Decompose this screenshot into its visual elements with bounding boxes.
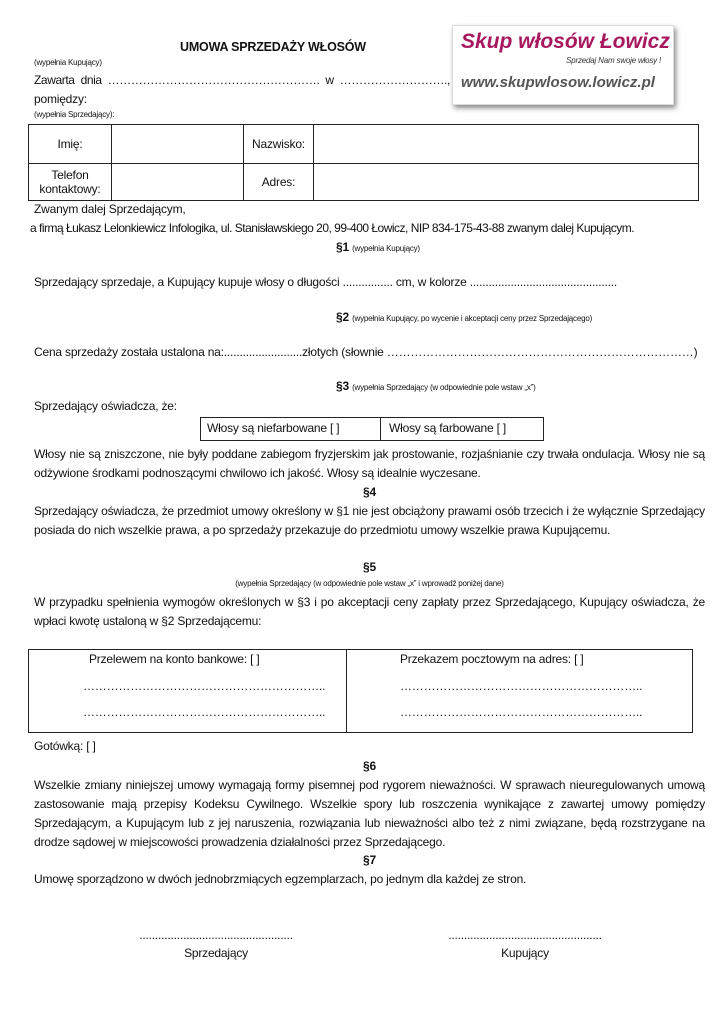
logo-slogan: Sprzedaj Nam swoje włosy ! bbox=[566, 56, 661, 65]
s3-text: Włosy nie są zniszczone, nie były poddane zabiegom fryzjerskim jak prostowanie, rozjaśnianie czy trwała ondulacja. Włosy nie są odżywione środkami podnoszącymi chwilowo ich jakość. Włosy są idealnie wyczesane. bbox=[34, 447, 705, 480]
bank-account-line-1[interactable]: …………………………………………………….. bbox=[83, 679, 326, 693]
phone-field[interactable] bbox=[112, 164, 244, 201]
s3-heading: §3 bbox=[336, 379, 349, 393]
s1-heading: §1 bbox=[336, 240, 349, 254]
s1-text[interactable]: Sprzedający sprzedaje, a Kupujący kupuje włosy o długości ................ cm, w kolorze ............................................... bbox=[34, 275, 618, 289]
option-cash[interactable]: Gotówką: [ ] bbox=[34, 739, 96, 753]
option-bank-transfer[interactable]: Przelewem na konto bankowe: [ ] bbox=[89, 652, 260, 666]
seller-signature-label: Sprzedający bbox=[184, 946, 248, 960]
bank-account-line-2[interactable]: …………………………………………………….. bbox=[83, 705, 326, 719]
address-label: Adres: bbox=[244, 164, 314, 201]
s2-note: (wypełnia Kupujący, po wycenie i akceptacji ceny przez Sprzedającego) bbox=[352, 314, 593, 323]
postal-address-line-1[interactable]: …………………………………………………….. bbox=[400, 679, 643, 693]
buyer-signature-line[interactable]: ................................................. bbox=[448, 928, 602, 942]
s4-text: Sprzedający oświadcza, że przedmiot umowy określony w §1 nie jest obciążony prawami osób trzecich i że wyłącznie Sprzedający posiada do nich wszelkie prawa, a po sprzedaży przekazuje do przedmiotu umowy wszelkie prawa Kupującemu. bbox=[34, 504, 705, 537]
seller-data-table bbox=[28, 124, 699, 201]
dye-options bbox=[200, 417, 544, 441]
date-label: dnia bbox=[80, 73, 102, 87]
note-buyer: (wypełnia Kupujący) bbox=[34, 58, 102, 67]
called-seller: Zwanym dalej Sprzedającym, bbox=[34, 202, 186, 216]
phone-label: Telefon kontaktowy: bbox=[29, 164, 112, 201]
s5-text: W przypadku spełnienia wymogów określonych w §3 i po akceptacji ceny zapłaty przez Sprzedającego, Kupujący oświadcza, że wpłaci kwotę ustaloną w §2 Sprzedającemu: bbox=[34, 595, 705, 628]
option-dyed[interactable]: Włosy są farbowane [ ] bbox=[389, 421, 506, 435]
option-undyed[interactable]: Włosy są niefarbowane [ ] bbox=[207, 421, 340, 435]
s4-heading: §4 bbox=[363, 485, 376, 499]
postal-address-line-2[interactable]: …………………………………………………….. bbox=[400, 705, 643, 719]
s3-note: (wypełnia Sprzedający (w odpowiednie pole wstaw „x”) bbox=[352, 383, 536, 392]
s7-heading: §7 bbox=[363, 853, 376, 867]
company-info: a firmą Łukasz Lelonkiewicz Infologika, ul. Stanisławskiego 20, 99-400 Łowicz, NIP 834-175-43-88 zwanym dalej Kupującym. bbox=[30, 221, 635, 235]
place-label: w bbox=[325, 73, 334, 87]
date-field[interactable]: ………………………………………………. bbox=[107, 73, 320, 87]
s6-heading: §6 bbox=[363, 759, 376, 773]
logo bbox=[452, 25, 674, 105]
note-seller: (wypełnia Sprzedający): bbox=[34, 110, 115, 119]
s5-heading: §5 bbox=[363, 560, 376, 574]
place-field[interactable]: ………………………., bbox=[339, 73, 450, 87]
last-name-field[interactable] bbox=[314, 125, 699, 164]
logo-url: www.skupwlosow.lowicz.pl bbox=[461, 74, 655, 91]
address-field[interactable] bbox=[314, 164, 699, 201]
first-name-label: Imię: bbox=[29, 125, 112, 164]
last-name-label: Nazwisko: bbox=[244, 125, 314, 164]
concluded-line bbox=[34, 73, 450, 87]
buyer-signature-label: Kupujący bbox=[501, 946, 549, 960]
s7-text: Umowę sporządzono w dwóch jednobrzmiących egzemplarzach, po jednym dla każdej ze stron. bbox=[34, 872, 527, 886]
s3-declares: Sprzedający oświadcza, że: bbox=[34, 399, 177, 413]
first-name-field[interactable] bbox=[112, 125, 244, 164]
s1-note: (wypełnia Kupujący) bbox=[352, 244, 420, 253]
s2-text[interactable]: Cena sprzedaży została ustalona na:.........................złotych (słownie ……………………………………………………………………) bbox=[34, 345, 698, 359]
payment-options bbox=[28, 649, 693, 733]
s5-note: (wypełnia Sprzedający (w odpowiednie pole wstaw „x” i wprowadź poniżej dane) bbox=[235, 579, 504, 588]
logo-title: Skup włosów Łowicz bbox=[461, 30, 670, 53]
s6-text: Wszelkie zmiany niniejszej umowy wymagają formy pisemnej pod rygorem nieważności. W sprawach nieuregulowanych umową zastosowanie mają przepisy Kodeksu Cywilnego. Wszelkie spory lub roszczenia wynikające z zawartej umowy pomiędzy Sprzedającym, a Kupującym lub z jej naruszenia, rozwiązania lub nieważności albo też z nimi związane, będą rozstrzygane na drodze sądowej w miejscowości prowadzenia działalności przez Sprzedającego. bbox=[34, 778, 705, 849]
between-label: pomiędzy: bbox=[34, 92, 87, 106]
s2-heading: §2 bbox=[336, 310, 349, 324]
concluded-label: Zawarta bbox=[34, 73, 75, 87]
seller-signature-line[interactable]: ................................................. bbox=[139, 928, 293, 942]
option-postal-order[interactable]: Przekazem pocztowym na adres: [ ] bbox=[400, 652, 584, 666]
page-title: UMOWA SPRZEDAŻY WŁOSÓW bbox=[180, 40, 366, 54]
